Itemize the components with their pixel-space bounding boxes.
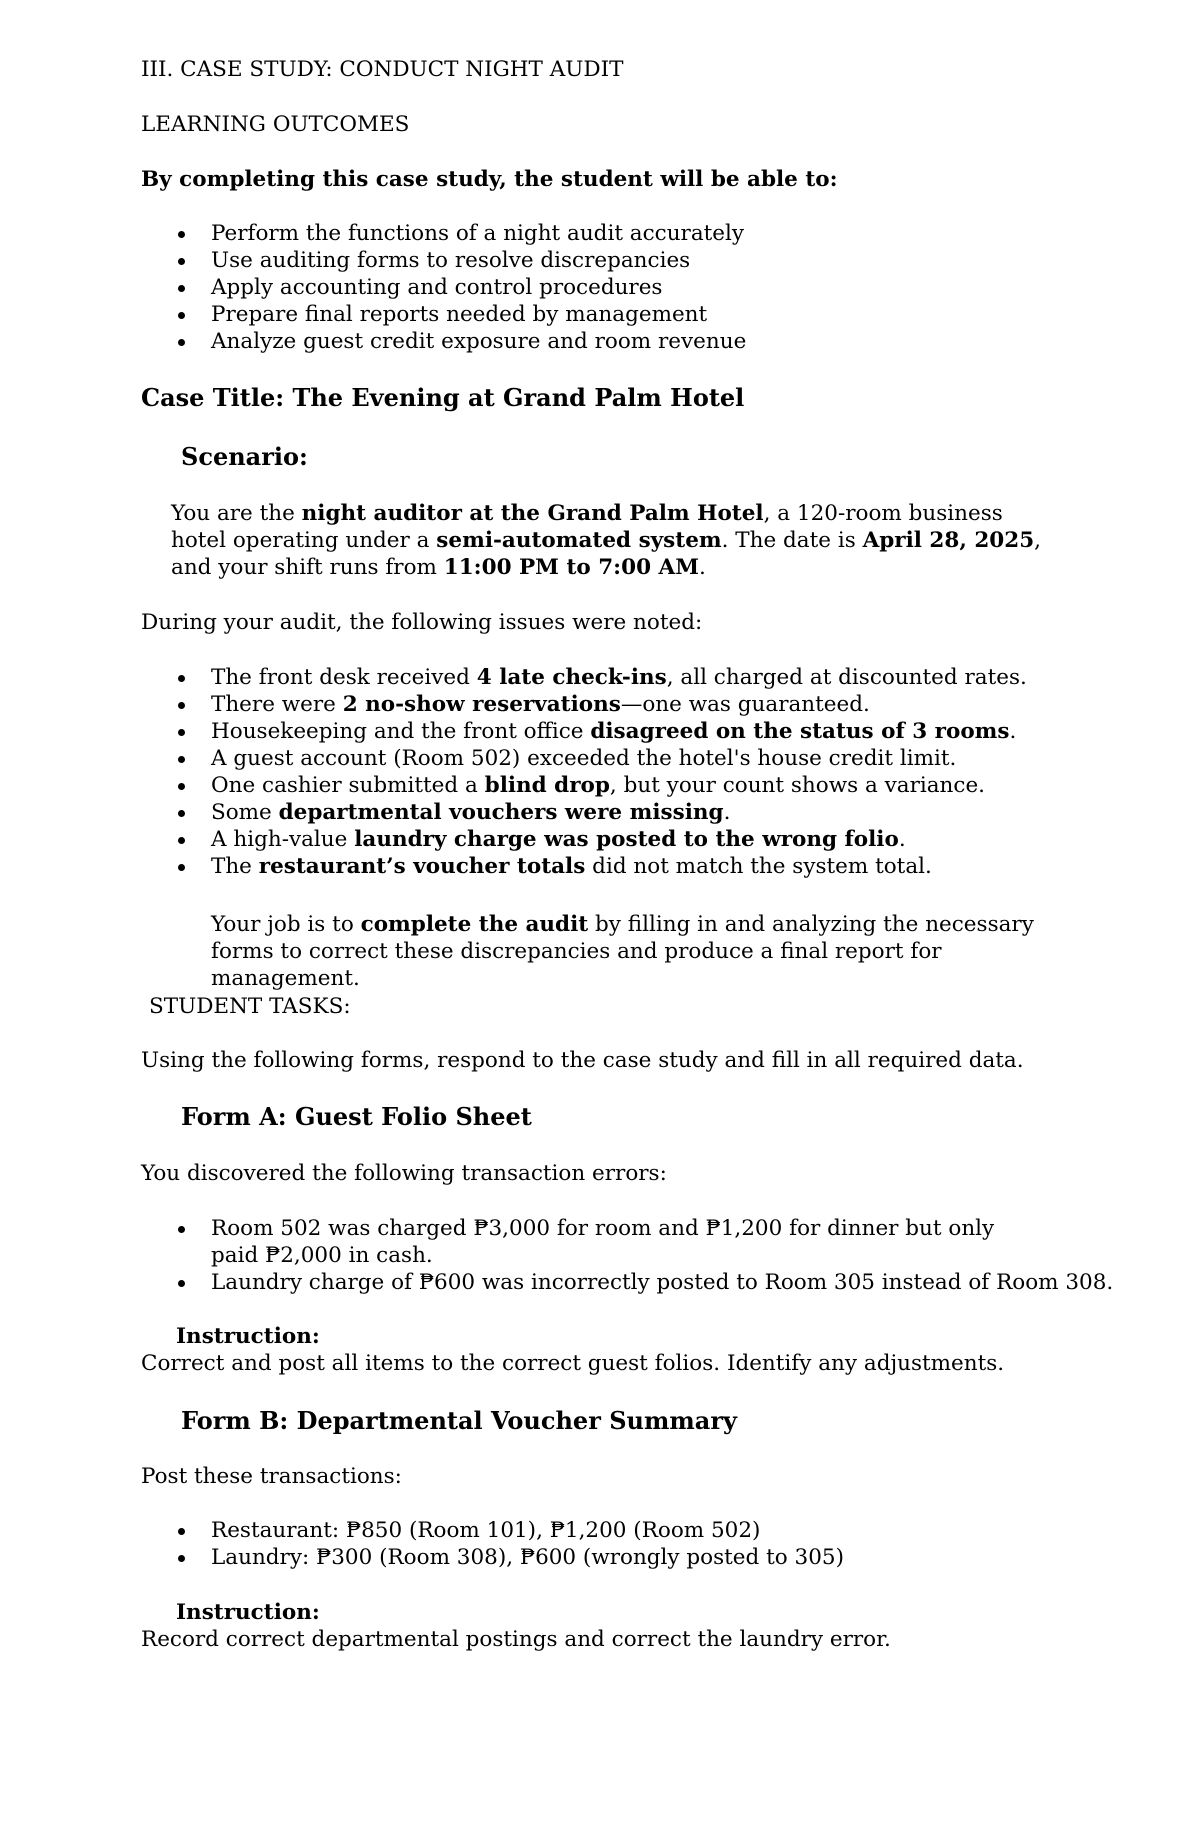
issues-list (141, 664, 1027, 880)
learning-outcomes-heading: LEARNING OUTCOMES (141, 112, 410, 137)
bullet-icon (178, 729, 185, 736)
form-a-intro: You discovered the following transaction errors: (141, 1161, 667, 1186)
bullet-icon (178, 258, 185, 265)
bullet-icon (178, 810, 185, 817)
form-a-instruction-label: Instruction: (176, 1324, 320, 1349)
bullet-icon (178, 837, 185, 844)
outcomes-list (141, 220, 746, 355)
scenario-label: Scenario: (181, 442, 308, 471)
job-paragraph: Your job is to complete the audit by filling in and analyzing the necessary forms to correct these discrepancies and produce a final report for management. (211, 912, 1034, 991)
bullet-icon (178, 339, 185, 346)
form-a-list (141, 1215, 1114, 1296)
bullet-icon (178, 312, 185, 319)
tasks-intro: Using the following forms, respond to the case study and fill in all required data. (141, 1048, 1024, 1073)
list-item: The restaurant’s voucher totals did not match the system total. (141, 853, 1027, 880)
form-b-list (141, 1517, 844, 1571)
list-item: Prepare final reports needed by management (141, 301, 746, 328)
list-item: Laundry: ₱300 (Room 308), ₱600 (wrongly posted to 305) (141, 1544, 844, 1571)
list-item: Some departmental vouchers were missing. (141, 799, 1027, 826)
student-tasks-heading: STUDENT TASKS: (149, 994, 351, 1019)
list-item: A high-value laundry charge was posted to the wrong folio. (141, 826, 1027, 853)
form-b-intro: Post these transactions: (141, 1464, 402, 1489)
bullet-icon (178, 1555, 185, 1562)
list-item: Laundry charge of ₱600 was incorrectly posted to Room 305 instead of Room 308. (141, 1269, 1041, 1296)
form-a-instruction: Correct and post all items to the correct guest folios. Identify any adjustments. (141, 1351, 1005, 1376)
form-a-title: Form A: Guest Folio Sheet (181, 1102, 532, 1131)
bullet-icon (178, 285, 185, 292)
issues-intro: During your audit, the following issues were noted: (141, 610, 703, 635)
list-item: Analyze guest credit exposure and room revenue (141, 328, 746, 355)
list-item: The front desk received 4 late check-ins, all charged at discounted rates. (141, 664, 1027, 691)
case-title: Case Title: The Evening at Grand Palm Hotel (141, 383, 745, 412)
outcomes-intro: By completing this case study, the student will be able to: (141, 167, 838, 192)
list-item: Housekeeping and the front office disagreed on the status of 3 rooms. (141, 718, 1027, 745)
list-item: Use auditing forms to resolve discrepancies (141, 247, 746, 274)
scenario-paragraph: You are the night auditor at the Grand Palm Hotel, a 120-room business hotel operating under a semi-automated system. The date is April 28, 2025, and your shift runs from 11:00 PM to 7:00 AM. (171, 501, 1041, 580)
list-item: A guest account (Room 502) exceeded the hotel's house credit limit. (141, 745, 1027, 772)
list-item: Restaurant: ₱850 (Room 101), ₱1,200 (Room 502) (141, 1517, 844, 1544)
form-b-title: Form B: Departmental Voucher Summary (181, 1406, 737, 1435)
list-item: There were 2 no-show reservations—one was guaranteed. (141, 691, 1027, 718)
form-b-instruction: Record correct departmental postings and correct the laundry error. (141, 1627, 891, 1652)
list-item: One cashier submitted a blind drop, but your count shows a variance. (141, 772, 1027, 799)
bullet-icon (178, 864, 185, 871)
bullet-icon (178, 1226, 185, 1233)
bullet-icon (178, 1280, 185, 1287)
bullet-icon (178, 1528, 185, 1535)
bullet-icon (178, 783, 185, 790)
list-item: Room 502 was charged ₱3,000 for room and ₱1,200 for dinner but only paid ₱2,000 in cash. (141, 1215, 1041, 1269)
list-item: Perform the functions of a night audit accurately (141, 220, 746, 247)
bullet-icon (178, 702, 185, 709)
bullet-icon (178, 675, 185, 682)
list-item: Apply accounting and control procedures (141, 274, 746, 301)
bullet-icon (178, 231, 185, 238)
section-title: III. CASE STUDY: CONDUCT NIGHT AUDIT (141, 57, 624, 82)
bullet-icon (178, 756, 185, 763)
form-b-instruction-label: Instruction: (176, 1600, 320, 1625)
